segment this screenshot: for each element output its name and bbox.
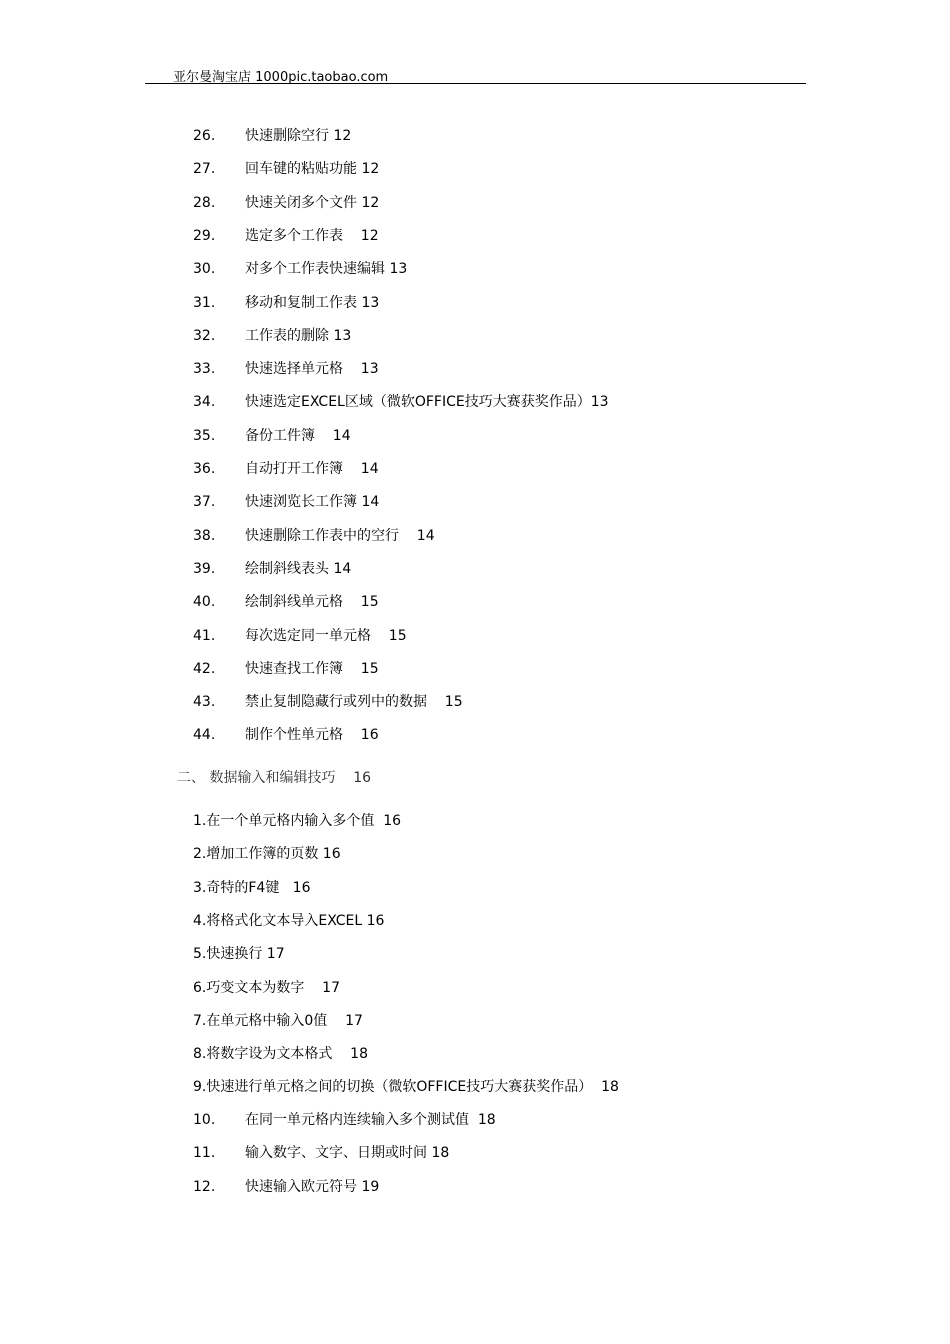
toc-entry-title: 移动和复制工作表 13: [245, 294, 380, 311]
toc-entry-number: 35.: [193, 427, 216, 444]
toc-entry-title: 快速浏览长工作簿 14: [245, 494, 380, 511]
toc-entry-title: 对多个工作表快速编辑 13: [245, 261, 408, 278]
toc-entry-number: 43.: [193, 694, 216, 711]
toc-entry-title: 绘制斜线表头 14: [245, 560, 352, 577]
toc-entry-title: 自动打开工作簿 14: [245, 461, 379, 477]
toc-entry-title: 备份工件簿 14: [245, 427, 351, 444]
toc-entry: 7.在单元格中输入0值 17: [193, 1012, 363, 1029]
toc-entry-number: 27.: [193, 161, 216, 178]
toc-entry: 2.增加工作簿的页数 16: [193, 846, 341, 863]
toc-entry-number: 34.: [193, 394, 216, 411]
toc-entry: 6.巧变文本为数字 17: [193, 979, 340, 996]
toc-entry-title: 快速删除空行 12: [245, 128, 352, 144]
toc-entry-title: 快速输入欧元符号 19: [245, 1178, 380, 1195]
toc-entry-number: 29.: [193, 227, 216, 244]
toc-entry-title: 回车键的粘贴功能 12: [245, 161, 380, 178]
toc-entry-title: 在同一单元格内连续输入多个测试值 18: [245, 1112, 496, 1128]
toc-entry-title: 每次选定同一单元格 15: [245, 627, 407, 644]
toc-entry: 1.在一个单元格内输入多个值 16: [193, 813, 402, 829]
toc-entry-number: 40.: [193, 594, 216, 611]
toc-entry-title: 输入数字、文字、日期或时间 18: [245, 1145, 450, 1162]
toc-entry: 8.将数字设为文本格式 18: [193, 1046, 368, 1063]
toc-entry-number: 33.: [193, 361, 216, 378]
toc-entry: 9.快速进行单元格之间的切换（微软OFFICE技巧大赛获奖作品） 18: [193, 1079, 619, 1096]
toc-entry-title: 快速查找工作簿 15: [245, 660, 379, 677]
toc-entry-number: 10.: [193, 1112, 216, 1128]
toc-entry-title: 快速关闭多个文件 12: [245, 194, 380, 211]
toc-entry-number: 26.: [193, 128, 216, 144]
page-header: 亚尔曼淘宝店 1000pic.taobao.com: [173, 70, 389, 85]
toc-entry-number: 28.: [193, 194, 216, 211]
toc-entry-number: 41.: [193, 627, 216, 644]
toc-entry-number: 12.: [193, 1178, 216, 1195]
toc-entry: 3.奇特的F4键 16: [193, 879, 311, 896]
toc-entry-number: 36.: [193, 461, 216, 477]
toc-entry-title: 禁止复制隐藏行或列中的数据 15: [245, 694, 463, 711]
toc-entry-title: 制作个性单元格 16: [245, 727, 379, 744]
toc-entry-title: 选定多个工作表 12: [245, 227, 379, 244]
toc-entry-number: 37.: [193, 494, 216, 511]
toc-entry-title: 快速选择单元格 13: [245, 361, 379, 378]
toc-entry-title: 工作表的删除 13: [245, 327, 352, 344]
toc-entry-number: 38.: [193, 527, 216, 544]
toc-entry-number: 42.: [193, 660, 216, 677]
toc-entry-number: 30.: [193, 261, 216, 278]
header-rule: [145, 83, 806, 84]
section-heading: 二、 数据输入和编辑技巧 16: [177, 770, 372, 786]
toc-entry-number: 44.: [193, 727, 216, 744]
toc-entry: 5.快速换行 17: [193, 946, 285, 963]
toc-entry-number: 32.: [193, 327, 216, 344]
toc-entry-title: 绘制斜线单元格 15: [245, 594, 379, 611]
toc-entry-number: 11.: [193, 1145, 216, 1162]
toc-entry-title: 快速选定EXCEL区域（微软OFFICE技巧大赛获奖作品）13: [245, 394, 609, 411]
toc-entry: 4.将格式化文本导入EXCEL 16: [193, 912, 385, 929]
toc-entry-number: 39.: [193, 560, 216, 577]
toc-entry-number: 31.: [193, 294, 216, 311]
toc-entry-title: 快速删除工作表中的空行 14: [245, 527, 435, 544]
